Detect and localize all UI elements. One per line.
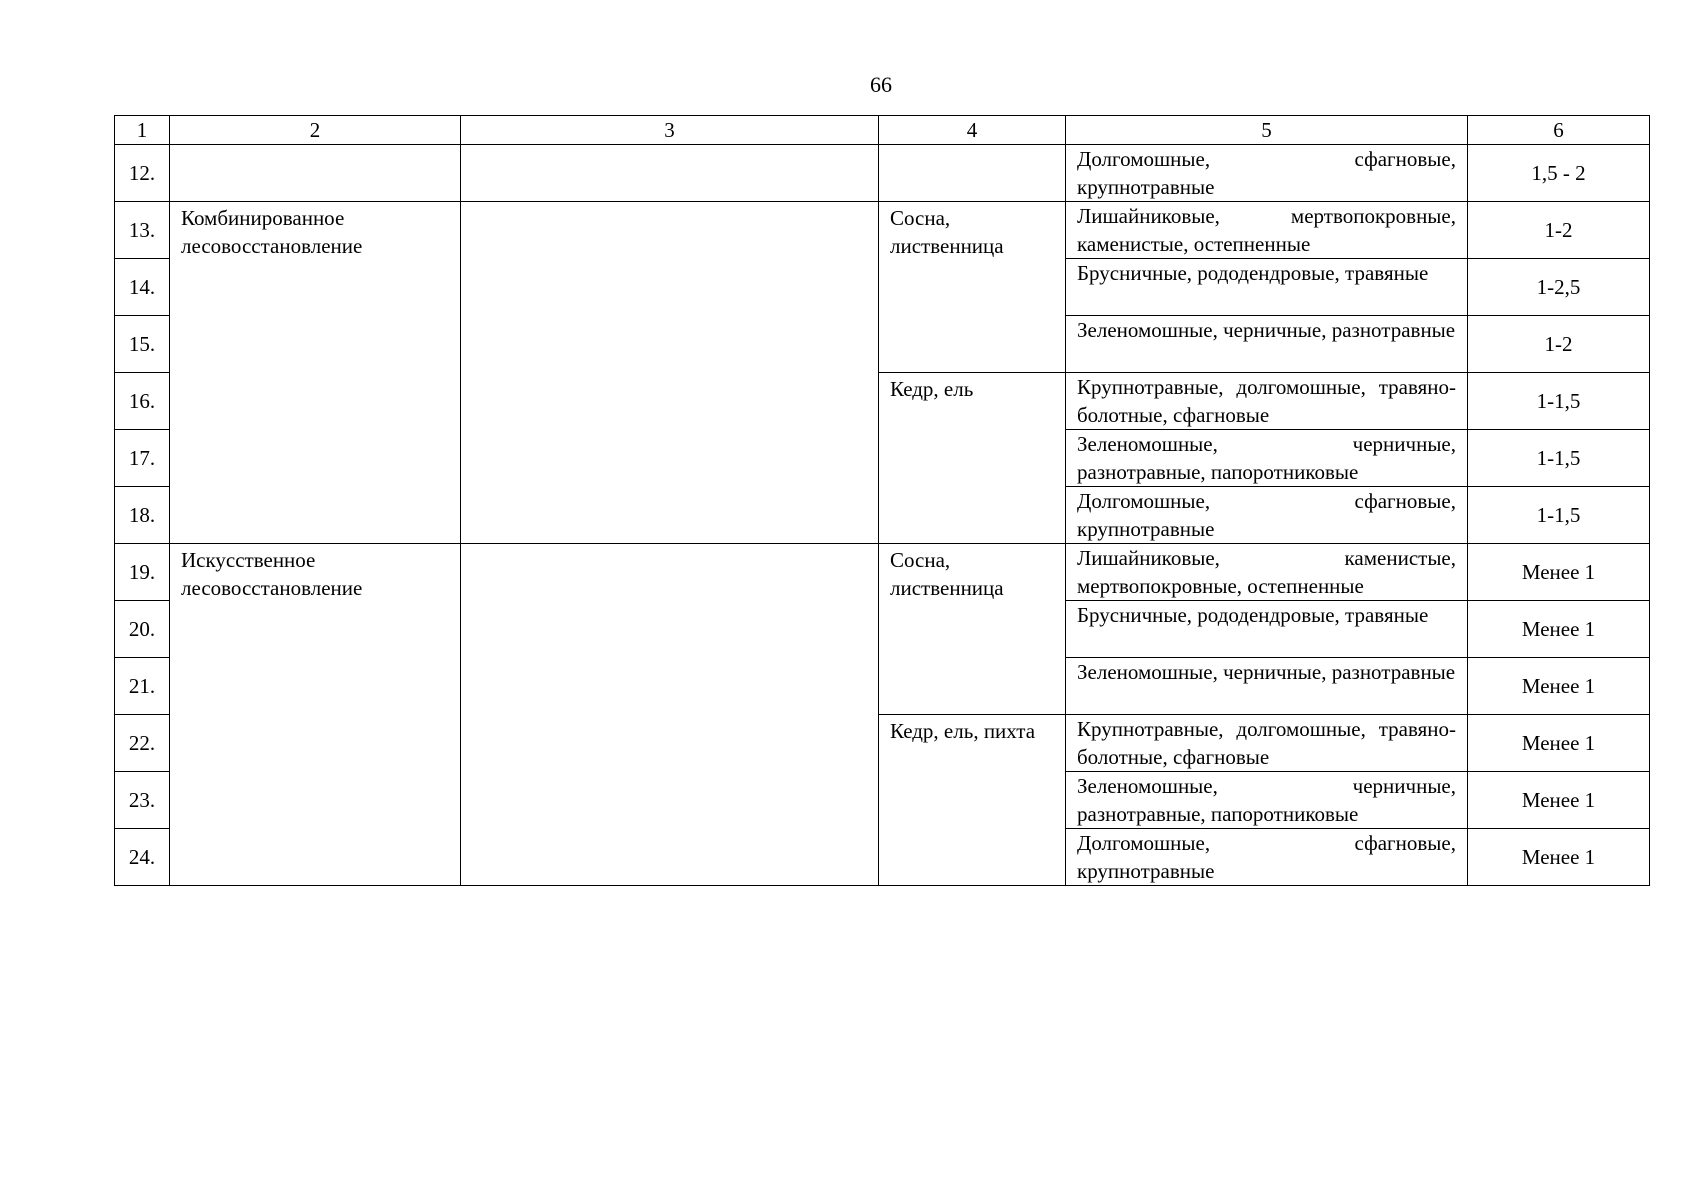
row-number: 18. bbox=[115, 487, 170, 544]
forest-type-cell: Долгомошные, сфагновые, крупнотравные bbox=[1066, 145, 1468, 202]
row-number: 21. bbox=[115, 658, 170, 715]
row-number: 24. bbox=[115, 829, 170, 886]
value-cell: Менее 1 bbox=[1468, 715, 1650, 772]
regeneration-method-cell: Комбинированное лесовосстановление bbox=[170, 202, 461, 544]
column-number-1: 1 bbox=[115, 116, 170, 145]
value-cell: 1-1,5 bbox=[1468, 430, 1650, 487]
forest-type-cell: Крупнотравные, долгомошные, травяно-болотные, сфагновые bbox=[1066, 715, 1468, 772]
regeneration-method-cell: Искусственное лесовосстановление bbox=[170, 544, 461, 886]
row-number: 13. bbox=[115, 202, 170, 259]
column-number-3: 3 bbox=[461, 116, 879, 145]
table-row bbox=[115, 145, 1650, 202]
species-cell bbox=[879, 145, 1066, 202]
forest-type-cell: Лишайниковые, каменистые, мертвопокровные, остепненные bbox=[1066, 544, 1468, 601]
row-number: 20. bbox=[115, 601, 170, 658]
row-number: 14. bbox=[115, 259, 170, 316]
forest-type-cell: Долгомошные, сфагновые, крупнотравные bbox=[1066, 829, 1468, 886]
value-cell: Менее 1 bbox=[1468, 544, 1650, 601]
column-3-cell bbox=[461, 145, 879, 202]
forest-type-cell: Крупнотравные, долгомошные, травяно-болотные, сфагновые bbox=[1066, 373, 1468, 430]
value-cell: Менее 1 bbox=[1468, 829, 1650, 886]
page-number: 66 bbox=[870, 72, 892, 97]
table-row bbox=[115, 544, 1650, 601]
value-cell: 1-1,5 bbox=[1468, 373, 1650, 430]
species-cell: Кедр, ель bbox=[879, 373, 1066, 544]
row-number: 17. bbox=[115, 430, 170, 487]
row-number: 23. bbox=[115, 772, 170, 829]
forest-type-cell: Зеленомошные, черничные, разнотравные, папоротниковые bbox=[1066, 430, 1468, 487]
forest-type-cell: Зеленомошные, черничные, разнотравные bbox=[1066, 316, 1468, 373]
column-3-cell bbox=[461, 202, 879, 544]
species-cell: Сосна, лиственница bbox=[879, 544, 1066, 715]
species-cell: Кедр, ель, пихта bbox=[879, 715, 1066, 886]
row-number: 12. bbox=[115, 145, 170, 202]
value-cell: 1,5 - 2 bbox=[1468, 145, 1650, 202]
table-header-row bbox=[115, 116, 1650, 145]
table-row bbox=[115, 202, 1650, 259]
value-cell: 1-1,5 bbox=[1468, 487, 1650, 544]
value-cell: Менее 1 bbox=[1468, 658, 1650, 715]
species-cell: Сосна, лиственница bbox=[879, 202, 1066, 373]
column-number-2: 2 bbox=[170, 116, 461, 145]
value-cell: Менее 1 bbox=[1468, 601, 1650, 658]
row-number: 19. bbox=[115, 544, 170, 601]
column-number-4: 4 bbox=[879, 116, 1066, 145]
forest-type-cell: Долгомошные, сфагновые, крупнотравные bbox=[1066, 487, 1468, 544]
value-cell: 1-2 bbox=[1468, 202, 1650, 259]
regeneration-method-cell bbox=[170, 145, 461, 202]
value-cell: 1-2 bbox=[1468, 316, 1650, 373]
forest-type-cell: Брусничные, рододендровые, травяные bbox=[1066, 259, 1468, 316]
row-number: 16. bbox=[115, 373, 170, 430]
value-cell: Менее 1 bbox=[1468, 772, 1650, 829]
row-number: 22. bbox=[115, 715, 170, 772]
forest-regeneration-table bbox=[114, 115, 1650, 886]
column-3-cell bbox=[461, 544, 879, 886]
forest-type-cell: Зеленомошные, черничные, разнотравные, папоротниковые bbox=[1066, 772, 1468, 829]
column-number-6: 6 bbox=[1468, 116, 1650, 145]
row-number: 15. bbox=[115, 316, 170, 373]
column-number-5: 5 bbox=[1066, 116, 1468, 145]
forest-type-cell: Лишайниковые, мертвопокровные, каменистые, остепненные bbox=[1066, 202, 1468, 259]
forest-type-cell: Зеленомошные, черничные, разнотравные bbox=[1066, 658, 1468, 715]
value-cell: 1-2,5 bbox=[1468, 259, 1650, 316]
forest-type-cell: Брусничные, рододендровые, травяные bbox=[1066, 601, 1468, 658]
